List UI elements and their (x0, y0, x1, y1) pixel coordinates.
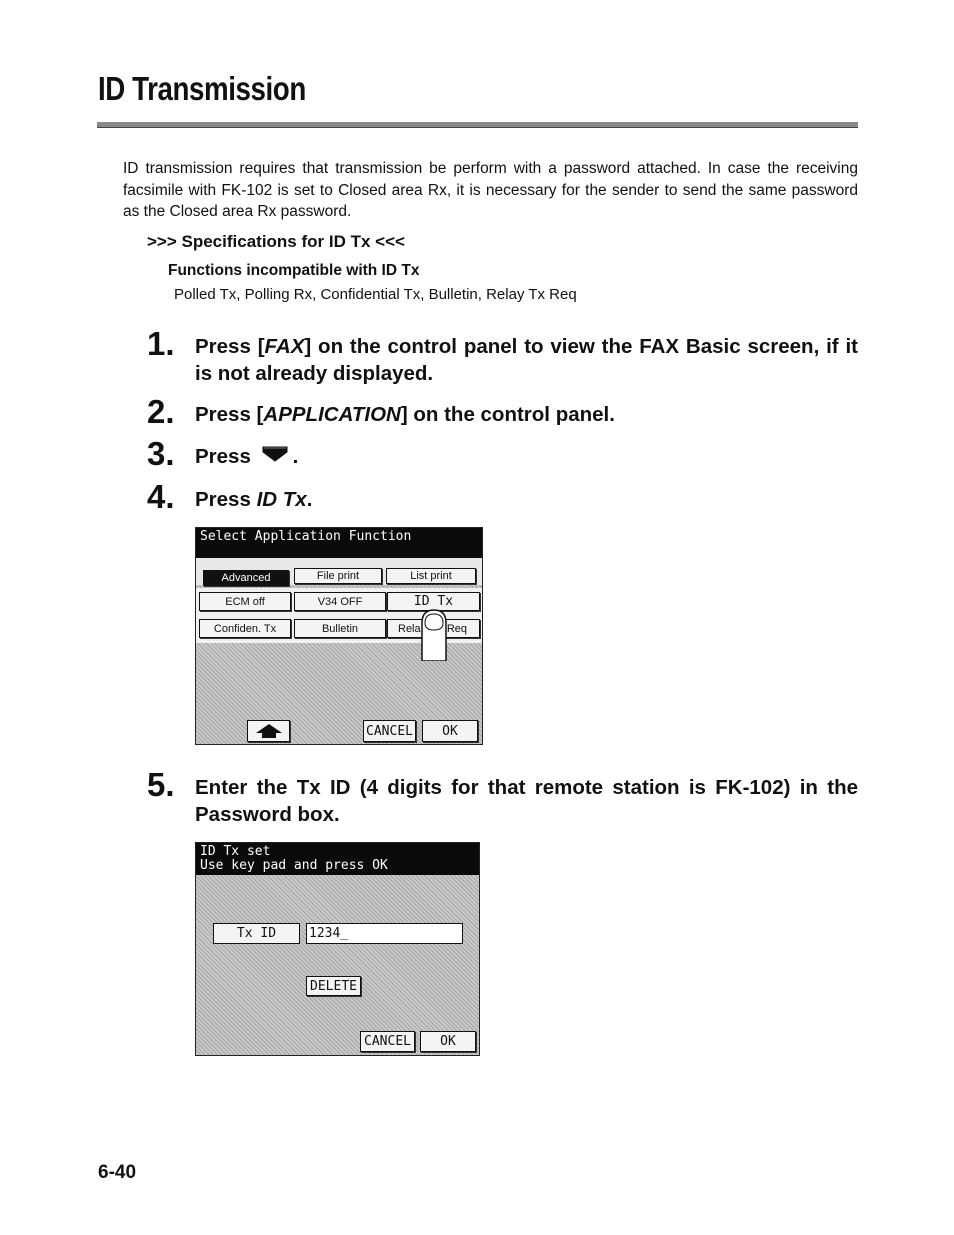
confiden-tx-button[interactable]: Confiden. Tx (199, 619, 291, 638)
id-tx-button[interactable]: ID Tx (387, 592, 480, 611)
step-5-text: Enter the Tx ID (4 digits for that remote station is FK-102) in the Password box. (195, 776, 858, 826)
step-1-number: 1. (147, 325, 175, 362)
screen1-cancel-button[interactable]: CANCEL (363, 720, 416, 742)
up-arrow-icon (254, 723, 284, 739)
step-2-post: ] on the control panel. (400, 403, 615, 426)
step-2-pre: Press [ (195, 403, 264, 426)
step-4-post: . (306, 488, 313, 511)
screen2-title-line1: ID Tx set (200, 844, 271, 859)
id-tx-set-screen (195, 842, 480, 1056)
step-4-pre: Press (195, 488, 257, 511)
incompat-list: Polled Tx, Polling Rx, Confidential Tx, Bulletin, Relay Tx Req (174, 286, 577, 303)
v34-off-button[interactable]: V34 OFF (294, 592, 386, 611)
screen2-title (196, 843, 479, 875)
application-function-screen (195, 527, 483, 745)
step-3-pre: Press (195, 445, 251, 468)
screen2-title-line2: Use key pad and press OK (200, 858, 388, 873)
tab-advanced[interactable]: Advanced (203, 570, 289, 586)
tab-file-print[interactable]: File print (294, 568, 382, 584)
step-1-key: FAX (264, 335, 305, 358)
tx-id-label: Tx ID (213, 923, 300, 944)
incompat-heading: Functions incompatible with ID Tx (168, 262, 420, 279)
step-1-pre: Press [ (195, 335, 265, 358)
step-5-number: 5. (147, 766, 175, 803)
down-arrow-icon (259, 444, 291, 471)
step-3-text (195, 443, 858, 471)
spec-heading: >>> Specifications for ID Tx <<< (147, 232, 405, 251)
tx-id-field[interactable]: 1234_ (306, 923, 463, 944)
relay-label-start: Rela (398, 622, 421, 635)
step-2-number: 2. (147, 393, 175, 430)
delete-button[interactable]: DELETE (306, 976, 361, 996)
step-2-text (195, 401, 858, 428)
tab-list-print[interactable]: List print (386, 568, 476, 584)
step-1-text (195, 333, 858, 387)
page-title: ID Transmission (98, 70, 306, 107)
relay-label-end: Req (446, 622, 467, 635)
screen2-ok-button[interactable]: OK (420, 1031, 476, 1052)
title-rule (97, 122, 858, 128)
step-1-post: ] on the control panel to view the FAX Basic screen, if it is not already displayed. (195, 335, 858, 385)
step-3-number: 3. (147, 435, 175, 472)
step-2-key: APPLICATION (263, 403, 401, 426)
step-4-key: ID Tx (256, 488, 307, 511)
screen2-cancel-button[interactable]: CANCEL (360, 1031, 415, 1052)
intro-paragraph: ID transmission requires that transmission be perform with a password attached. In case the receiving facsimile with FK-102 is set to Closed area Rx, it is necessary for the sender to send the same password as the Closed area Rx password. (123, 160, 858, 220)
screen1-ok-button[interactable]: OK (422, 720, 478, 742)
up-arrow-button[interactable] (247, 720, 290, 742)
step-4-number: 4. (147, 478, 175, 515)
step-3-post: . (292, 445, 299, 468)
finger-pointer-icon (419, 609, 449, 666)
ecm-off-button[interactable]: ECM off (199, 592, 291, 611)
screen1-title: Select Application Function (196, 528, 482, 558)
page-number: 6-40 (98, 1162, 137, 1183)
step-4-text (195, 486, 858, 513)
bulletin-button[interactable]: Bulletin (294, 619, 386, 638)
